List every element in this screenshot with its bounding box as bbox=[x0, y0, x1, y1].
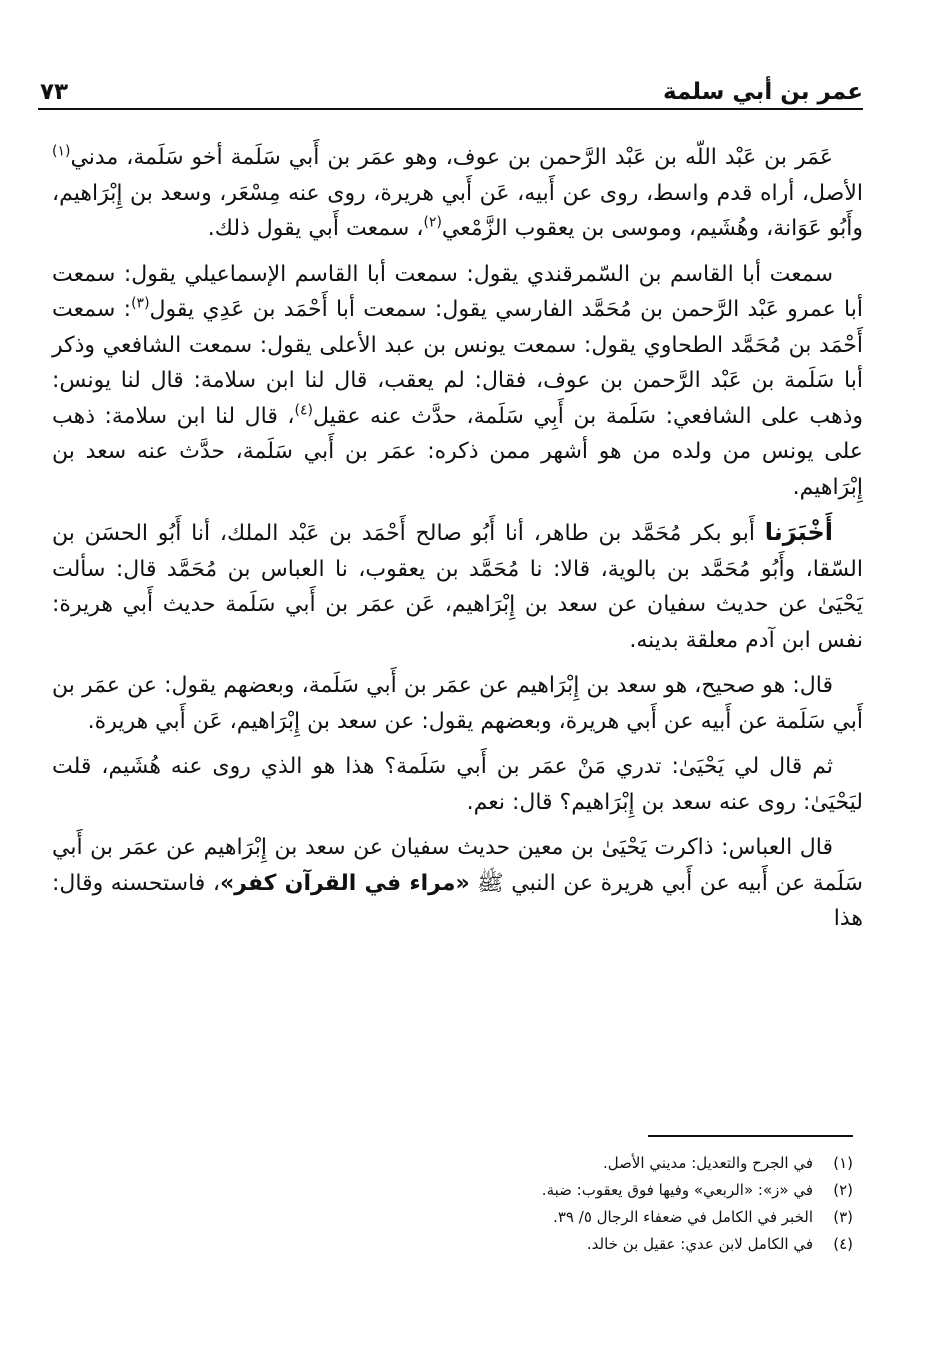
footnote-marker: (٢) bbox=[423, 214, 442, 231]
paragraph bbox=[52, 830, 863, 937]
header-title: عمر بن أبي سلمة bbox=[663, 79, 863, 105]
paragraph-text: ثم قال لي يَحْيَىٰ: تدري مَنْ عمَر بن أَبي سَلَمة؟ هذا هو الذي روى عنه هُشَيم، قلت ليَحْيَىٰ: روى عنه سعد بن إِبْرَاهيم؟ قال: نعم. bbox=[52, 754, 863, 815]
footnote-marker: (١) bbox=[52, 143, 71, 160]
paragraph-text: قال العباس: ذاكرت يَحْيَىٰ بن معين حديث سفيان عن سعد بن إِبْرَاهيم عن عمَر بن أَبي سَلَمة عن أَبيه عن أَبي هريرة عن النبي ﷺ bbox=[52, 835, 863, 896]
footnote-number: (٣) bbox=[833, 1208, 853, 1226]
footnote-text: في الكامل لابن عدي: عقيل بن خالد. bbox=[586, 1235, 813, 1253]
header-rule bbox=[38, 108, 863, 110]
footnote-marker: (٤) bbox=[294, 402, 313, 419]
footnote bbox=[100, 1231, 853, 1258]
footnote bbox=[100, 1150, 853, 1177]
running-header bbox=[40, 68, 863, 104]
paragraph-text: الأصل، أراه قدم واسط، روى عن أَبيه، عَن أَبي هريرة، روى عنه مِسْعَر، وسعد بن إِبْرَاهيم، وأَبُو عَوَانة، وهُشَيم، وموسى بن يعقوب الزَّمْعي bbox=[52, 180, 863, 241]
paragraph bbox=[52, 515, 863, 658]
footnotes bbox=[100, 1150, 853, 1258]
footnote-text: الخبر في الكامل في ضعفاء الرجال ٥/ ٣٩. bbox=[553, 1208, 813, 1226]
footnote-number: (١) bbox=[833, 1154, 853, 1172]
paragraph bbox=[52, 668, 863, 739]
footnote bbox=[100, 1204, 853, 1231]
quoted-hadith: «مراء في القرآن كفر» bbox=[219, 870, 470, 896]
footnote-text: في «ز»: «الربعي» وفيها فوق يعقوب: ضبة. bbox=[541, 1181, 813, 1199]
paragraph-text: ، فاستحسنه وقال: هذا bbox=[52, 870, 863, 931]
footnote-text: في الجرح والتعديل: مديني الأصل. bbox=[602, 1154, 813, 1172]
paragraph-text: ، قال لنا ابن سلامة: ذهب على يونس من ولده من هو أشهر ممن ذكره: عمَر بن أَبي سَلَمة، حدَّث عنه سعد بن إِبْرَاهيم. bbox=[52, 403, 863, 500]
footnote-rule bbox=[648, 1135, 853, 1137]
paragraph bbox=[52, 257, 863, 506]
footnote-number: (٢) bbox=[833, 1181, 853, 1199]
paragraph bbox=[52, 140, 863, 247]
paragraph-text: سمعت أبا القاسم بن السّمرقندي يقول: سمعت أبا القاسم الإسماعيلي يقول: سمعت أبا عمرو عَبْد الرَّحمن بن مُحَمَّد الفارسي يقول: سمعت أبا أَحْمَد بن عَدِي يقول bbox=[52, 261, 863, 322]
paragraph-text: : سمعت أَحْمَد بن مُحَمَّد الطحاوي يقول: سمعت يونس بن عبد الأعلى يقول: سمعت الشافعي وذكر أبا سَلَمة بن عَبْد الرَّحمن بن عوف، فقال: لم يعقب، قال لنا ابن سلامة: قال لنا يونس: وذهب على الشافعي: سَلَمة بن أَبِي سَلَمة، حدَّث عنه عقيل bbox=[52, 297, 863, 429]
paragraph bbox=[52, 749, 863, 820]
footnote bbox=[100, 1177, 853, 1204]
lead-word: أَخْبَرَنا bbox=[764, 518, 833, 546]
paragraph-text: أَبو بكر مُحَمَّد بن طاهر، أنا أَبُو صالح أَحْمَد بن عَبْد الملك، أنا أَبُو الحسَن بن السّقا، وأَبُو مُحَمَّد بن بالوية، قالا: نا مُحَمَّد بن يعقوب، نا العباس بن مُحَمَّد قال: سألت يَحْيَىٰ عن حديث سفيان عن سعد بن إِبْرَاهيم، عَن عمَر بن أَبي سَلَمة حديث أَبي هريرة: نفس ابن آدم معلقة بدينه. bbox=[52, 521, 863, 653]
paragraph-text: ، سمعت أَبي يقول ذلك. bbox=[207, 216, 424, 241]
footnote-marker: (٣) bbox=[131, 295, 150, 312]
footnote-number: (٤) bbox=[833, 1235, 853, 1253]
page-number: ٧٣ bbox=[40, 79, 69, 105]
paragraph-text: عَمَر بن عَبْد اللّه بن عَبْد الرَّحمن بن عوف، وهو عمَر بن أَبي سَلَمة أخو سَلَمة، مدني bbox=[70, 145, 833, 170]
paragraph-text: قال: هو صحيح، هو سعد بن إِبْرَاهيم عن عمَر بن أَبي سَلَمة، وبعضهم يقول: عن عمَر بن أَبي سَلَمة عن أَبيه عن أَبي هريرة، وبعضهم يقول: عن سعد بن إِبْرَاهيم، عَن أَبي هريرة. bbox=[52, 673, 863, 734]
main-text bbox=[52, 140, 863, 947]
